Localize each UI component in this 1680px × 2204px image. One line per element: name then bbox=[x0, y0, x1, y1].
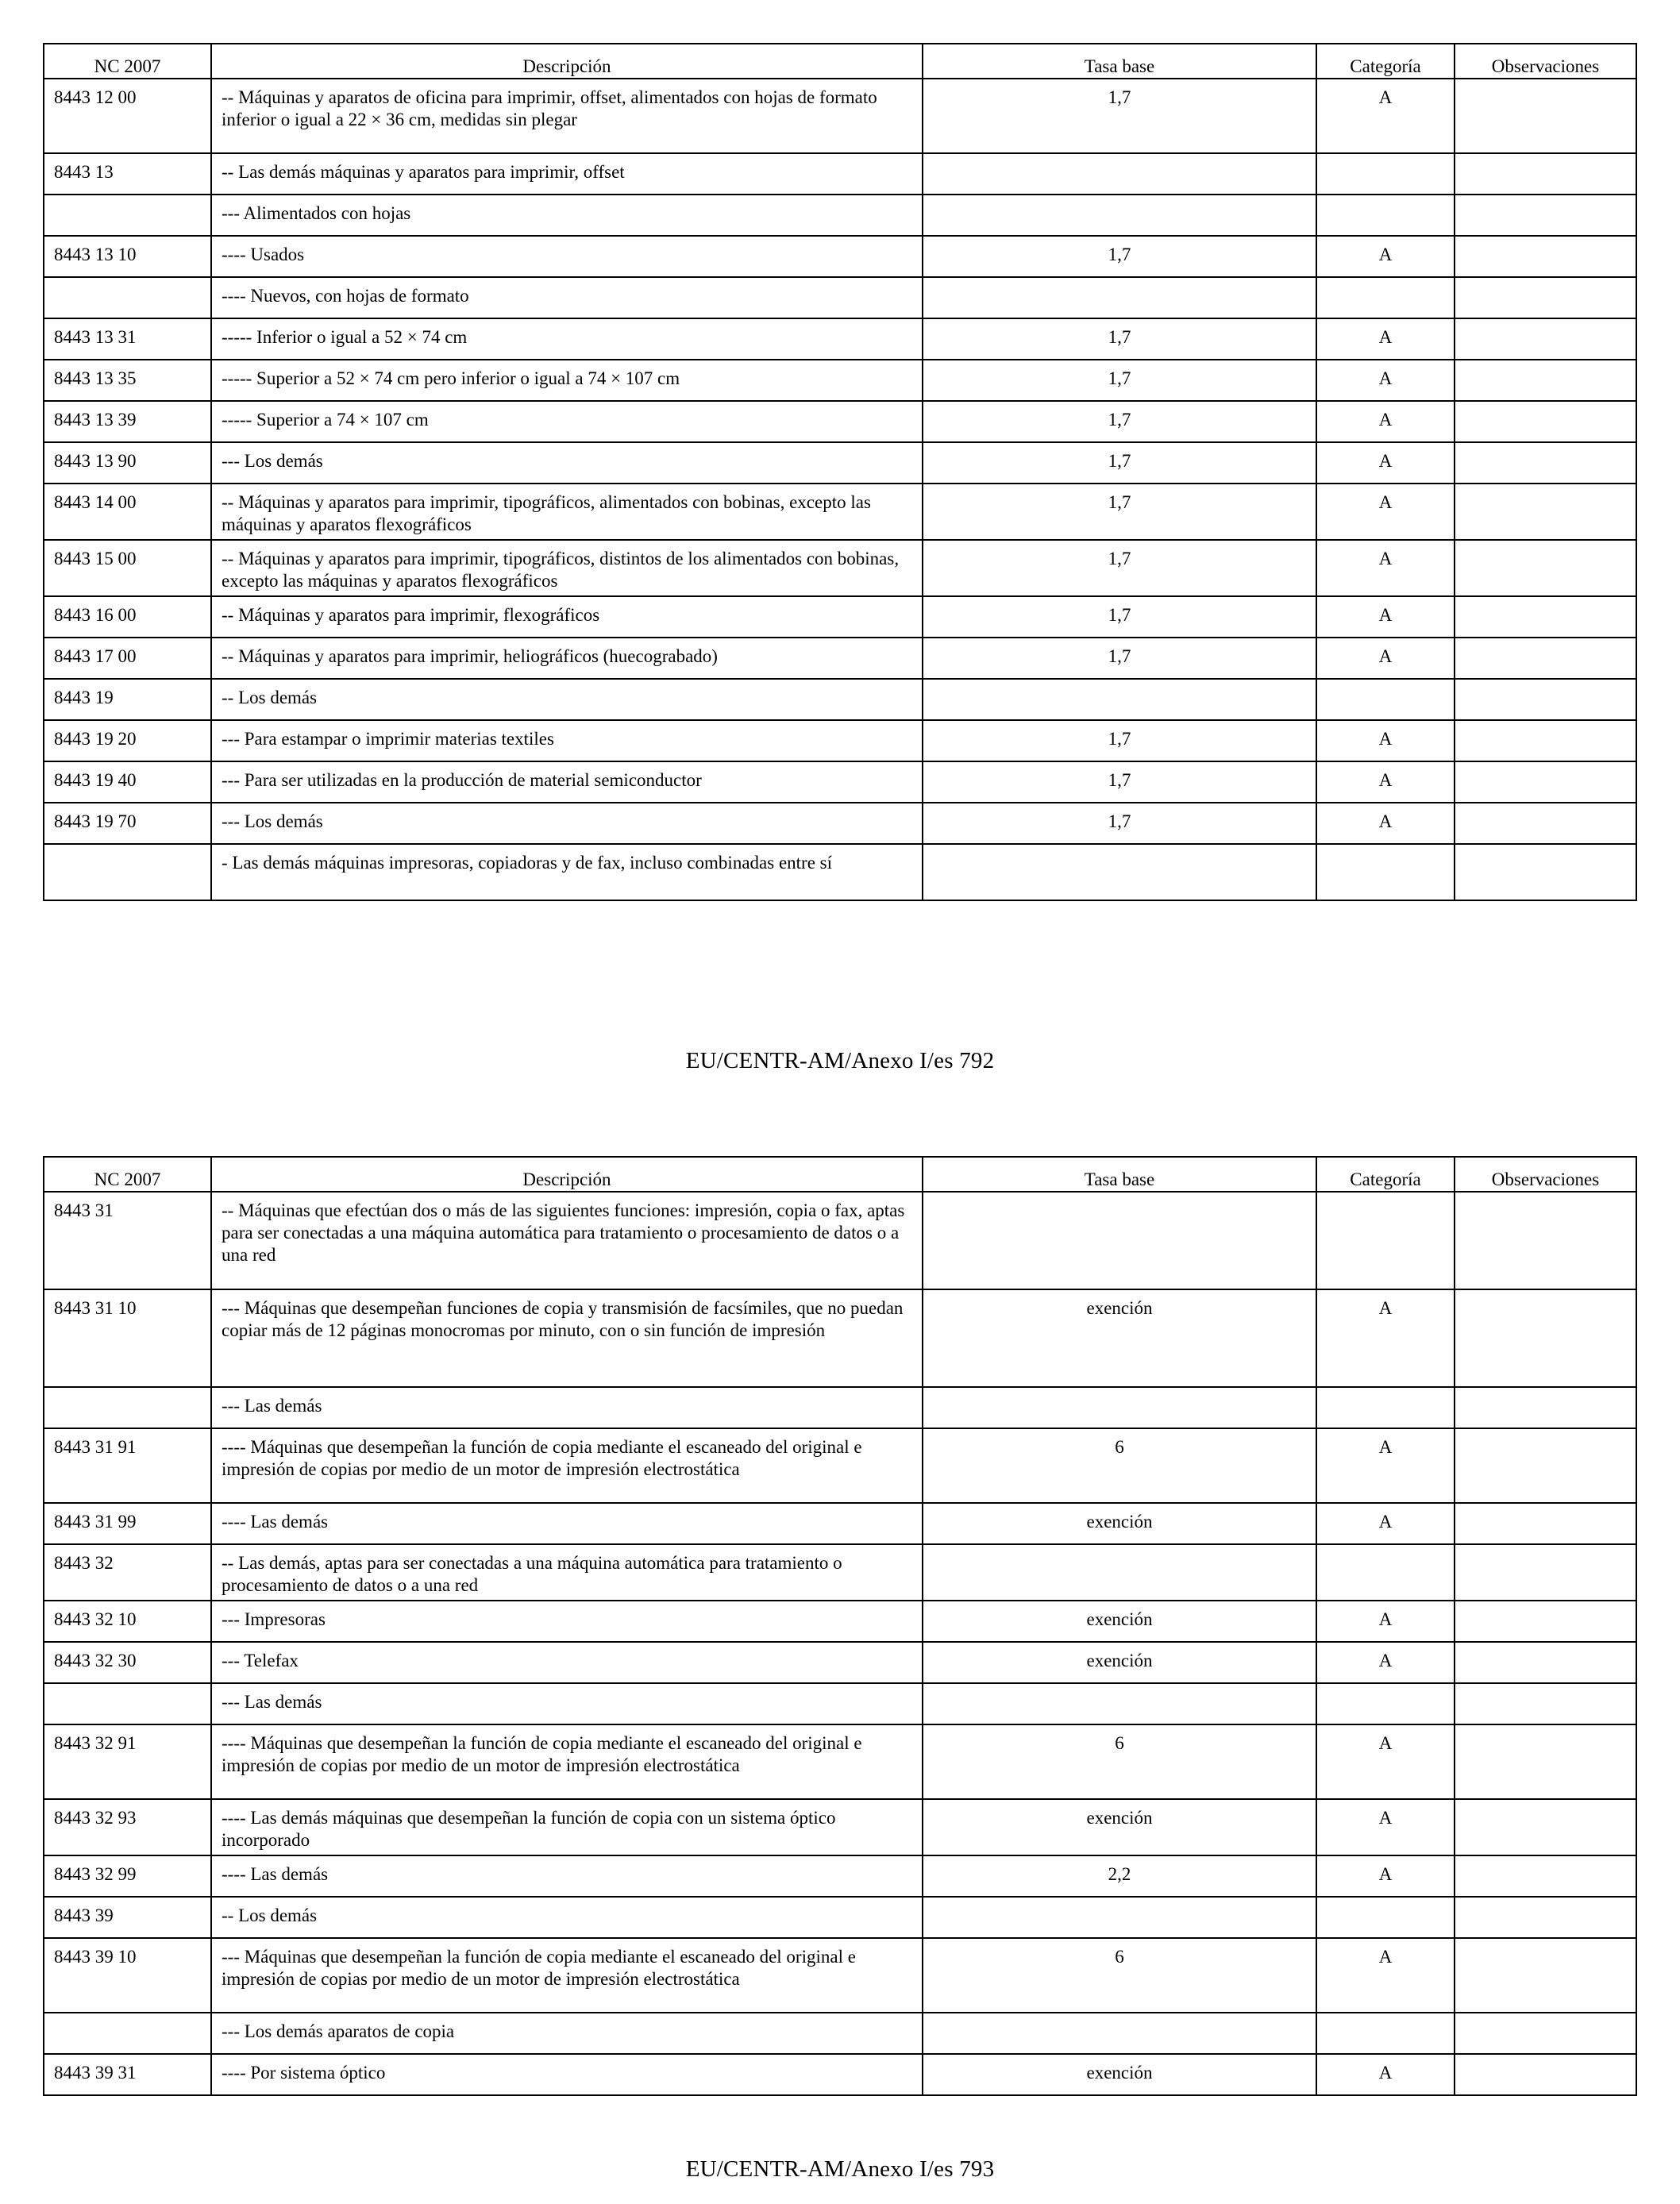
table-row bbox=[44, 638, 1636, 679]
observations-cell bbox=[1455, 540, 1636, 596]
observations-cell bbox=[1455, 318, 1636, 360]
code-cell: 8443 17 00 bbox=[44, 638, 211, 679]
rate-cell: 1,7 bbox=[923, 360, 1316, 401]
table-header-row bbox=[44, 1157, 1636, 1192]
observations-cell bbox=[1455, 236, 1636, 277]
table-row bbox=[44, 236, 1636, 277]
table-row bbox=[44, 1387, 1636, 1428]
header-description: Descripción bbox=[211, 1157, 923, 1192]
observations-cell bbox=[1455, 720, 1636, 761]
rate-cell bbox=[923, 1387, 1316, 1428]
table-row bbox=[44, 195, 1636, 236]
table-row bbox=[44, 1799, 1636, 1855]
rate-cell bbox=[923, 153, 1316, 195]
rate-cell: 1,7 bbox=[923, 484, 1316, 540]
table-row bbox=[44, 1642, 1636, 1683]
rate-cell: exención bbox=[923, 2054, 1316, 2095]
header-rate: Tasa base bbox=[923, 1157, 1316, 1192]
tariff-table-792 bbox=[43, 43, 1637, 901]
category-cell: A bbox=[1316, 442, 1455, 484]
description-cell: ----- Superior a 52 × 74 cm pero inferior o igual a 74 × 107 cm bbox=[211, 360, 923, 401]
category-cell: A bbox=[1316, 596, 1455, 638]
code-cell: 8443 13 31 bbox=[44, 318, 211, 360]
rate-cell: 1,7 bbox=[923, 401, 1316, 442]
code-cell bbox=[44, 277, 211, 318]
category-cell bbox=[1316, 2013, 1455, 2054]
table-row bbox=[44, 1428, 1636, 1503]
code-cell: 8443 12 00 bbox=[44, 79, 211, 153]
category-cell: A bbox=[1316, 1724, 1455, 1799]
category-cell: A bbox=[1316, 1503, 1455, 1544]
description-cell: ----- Superior a 74 × 107 cm bbox=[211, 401, 923, 442]
page-footer-793: EU/CENTR-AM/Anexo I/es 793 bbox=[685, 2156, 995, 2182]
observations-cell bbox=[1455, 1289, 1636, 1387]
rate-cell: 1,7 bbox=[923, 442, 1316, 484]
code-cell bbox=[44, 195, 211, 236]
category-cell: A bbox=[1316, 1799, 1455, 1855]
observations-cell bbox=[1455, 1192, 1636, 1289]
rate-cell: 1,7 bbox=[923, 803, 1316, 844]
observations-cell bbox=[1455, 401, 1636, 442]
rate-cell: 6 bbox=[923, 1428, 1316, 1503]
category-cell: A bbox=[1316, 79, 1455, 153]
header-category: Categoría bbox=[1316, 1157, 1455, 1192]
code-cell: 8443 32 93 bbox=[44, 1799, 211, 1855]
table-row bbox=[44, 540, 1636, 596]
table-row bbox=[44, 679, 1636, 720]
rate-cell bbox=[923, 679, 1316, 720]
code-cell: 8443 31 99 bbox=[44, 1503, 211, 1544]
table-row bbox=[44, 1938, 1636, 2013]
table-header-row bbox=[44, 44, 1636, 79]
description-cell: --- Los demás aparatos de copia bbox=[211, 2013, 923, 2054]
table-row bbox=[44, 761, 1636, 803]
category-cell bbox=[1316, 1897, 1455, 1938]
observations-cell bbox=[1455, 1799, 1636, 1855]
observations-cell bbox=[1455, 2054, 1636, 2095]
category-cell: A bbox=[1316, 803, 1455, 844]
description-cell: --- Las demás bbox=[211, 1683, 923, 1724]
table-row bbox=[44, 1897, 1636, 1938]
observations-cell bbox=[1455, 79, 1636, 153]
code-cell: 8443 13 90 bbox=[44, 442, 211, 484]
table-row bbox=[44, 153, 1636, 195]
code-cell bbox=[44, 2013, 211, 2054]
description-cell: --- Los demás bbox=[211, 803, 923, 844]
code-cell: 8443 19 40 bbox=[44, 761, 211, 803]
header-observations: Observaciones bbox=[1455, 44, 1636, 79]
category-cell: A bbox=[1316, 1642, 1455, 1683]
description-cell: -- Máquinas y aparatos para imprimir, tipográficos, alimentados con bobinas, excepto las máquinas y aparatos flexográficos bbox=[211, 484, 923, 540]
description-cell: -- Las demás máquinas y aparatos para imprimir, offset bbox=[211, 153, 923, 195]
code-cell: 8443 39 31 bbox=[44, 2054, 211, 2095]
description-cell: ---- Las demás bbox=[211, 1503, 923, 1544]
rate-cell: 1,7 bbox=[923, 720, 1316, 761]
category-cell bbox=[1316, 277, 1455, 318]
code-cell: 8443 19 bbox=[44, 679, 211, 720]
rate-cell: 1,7 bbox=[923, 540, 1316, 596]
table-row bbox=[44, 1683, 1636, 1724]
table-row bbox=[44, 2013, 1636, 2054]
header-code: NC 2007 bbox=[44, 1157, 211, 1192]
observations-cell bbox=[1455, 442, 1636, 484]
category-cell bbox=[1316, 1192, 1455, 1289]
category-cell: A bbox=[1316, 1938, 1455, 2013]
code-cell: 8443 32 30 bbox=[44, 1642, 211, 1683]
category-cell: A bbox=[1316, 638, 1455, 679]
category-cell bbox=[1316, 1387, 1455, 1428]
rate-cell bbox=[923, 1544, 1316, 1601]
description-cell: --- Máquinas que desempeñan la función de copia mediante el escaneado del original e impresión de copias por medio de un motor de impresión electrostática bbox=[211, 1938, 923, 2013]
description-cell: ---- Las demás máquinas que desempeñan la función de copia con un sistema óptico incorporado bbox=[211, 1799, 923, 1855]
observations-cell bbox=[1455, 195, 1636, 236]
rate-cell: 1,7 bbox=[923, 79, 1316, 153]
table-row bbox=[44, 318, 1636, 360]
code-cell: 8443 32 bbox=[44, 1544, 211, 1601]
category-cell: A bbox=[1316, 236, 1455, 277]
category-cell bbox=[1316, 679, 1455, 720]
table-row bbox=[44, 1192, 1636, 1289]
code-cell: 8443 13 10 bbox=[44, 236, 211, 277]
description-cell: -- Máquinas y aparatos para imprimir, flexográficos bbox=[211, 596, 923, 638]
header-code: NC 2007 bbox=[44, 44, 211, 79]
table-row bbox=[44, 360, 1636, 401]
rate-cell: 1,7 bbox=[923, 761, 1316, 803]
observations-cell bbox=[1455, 803, 1636, 844]
description-cell: --- Los demás bbox=[211, 442, 923, 484]
observations-cell bbox=[1455, 153, 1636, 195]
table-row bbox=[44, 1289, 1636, 1387]
rate-cell: 1,7 bbox=[923, 236, 1316, 277]
code-cell bbox=[44, 844, 211, 900]
description-cell: -- Máquinas y aparatos para imprimir, heliográficos (huecograbado) bbox=[211, 638, 923, 679]
observations-cell bbox=[1455, 1601, 1636, 1642]
rate-cell: exención bbox=[923, 1289, 1316, 1387]
category-cell: A bbox=[1316, 1601, 1455, 1642]
rate-cell bbox=[923, 1897, 1316, 1938]
table-row bbox=[44, 2054, 1636, 2095]
code-cell: 8443 32 10 bbox=[44, 1601, 211, 1642]
table-row bbox=[44, 442, 1636, 484]
rate-cell: 6 bbox=[923, 1938, 1316, 2013]
code-cell: 8443 14 00 bbox=[44, 484, 211, 540]
description-cell: ---- Por sistema óptico bbox=[211, 2054, 923, 2095]
code-cell: 8443 13 35 bbox=[44, 360, 211, 401]
rate-cell bbox=[923, 844, 1316, 900]
rate-cell: 6 bbox=[923, 1724, 1316, 1799]
category-cell: A bbox=[1316, 1855, 1455, 1897]
header-description: Descripción bbox=[211, 44, 923, 79]
code-cell: 8443 39 10 bbox=[44, 1938, 211, 2013]
category-cell: A bbox=[1316, 2054, 1455, 2095]
table-row bbox=[44, 803, 1636, 844]
category-cell: A bbox=[1316, 540, 1455, 596]
rate-cell: 2,2 bbox=[923, 1855, 1316, 1897]
observations-cell bbox=[1455, 1428, 1636, 1503]
observations-cell bbox=[1455, 844, 1636, 900]
category-cell: A bbox=[1316, 318, 1455, 360]
description-cell: -- Máquinas que efectúan dos o más de las siguientes funciones: impresión, copia o fax, aptas para ser conectadas a una máquina automática para tratamiento o procesamiento de datos o a una red bbox=[211, 1192, 923, 1289]
description-cell: ----- Inferior o igual a 52 × 74 cm bbox=[211, 318, 923, 360]
observations-cell bbox=[1455, 2013, 1636, 2054]
description-cell: -- Los demás bbox=[211, 679, 923, 720]
description-cell: ---- Usados bbox=[211, 236, 923, 277]
description-cell: --- Alimentados con hojas bbox=[211, 195, 923, 236]
category-cell bbox=[1316, 195, 1455, 236]
code-cell: 8443 15 00 bbox=[44, 540, 211, 596]
header-observations: Observaciones bbox=[1455, 1157, 1636, 1192]
code-cell: 8443 31 10 bbox=[44, 1289, 211, 1387]
rate-cell bbox=[923, 1683, 1316, 1724]
rate-cell bbox=[923, 277, 1316, 318]
category-cell: A bbox=[1316, 360, 1455, 401]
description-cell: --- Máquinas que desempeñan funciones de copia y transmisión de facsímiles, que no puedan copiar más de 12 páginas monocromas por minuto, con o sin función de impresión bbox=[211, 1289, 923, 1387]
rate-cell bbox=[923, 195, 1316, 236]
description-cell: --- Para estampar o imprimir materias textiles bbox=[211, 720, 923, 761]
description-cell: --- Telefax bbox=[211, 1642, 923, 1683]
table-row bbox=[44, 1601, 1636, 1642]
description-cell: - Las demás máquinas impresoras, copiadoras y de fax, incluso combinadas entre sí bbox=[211, 844, 923, 900]
description-cell: --- Para ser utilizadas en la producción de material semiconductor bbox=[211, 761, 923, 803]
code-cell: 8443 19 70 bbox=[44, 803, 211, 844]
code-cell: 8443 16 00 bbox=[44, 596, 211, 638]
description-cell: ---- Nuevos, con hojas de formato bbox=[211, 277, 923, 318]
rate-cell: exención bbox=[923, 1601, 1316, 1642]
observations-cell bbox=[1455, 1683, 1636, 1724]
observations-cell bbox=[1455, 1938, 1636, 2013]
code-cell: 8443 32 91 bbox=[44, 1724, 211, 1799]
observations-cell bbox=[1455, 1724, 1636, 1799]
code-cell: 8443 19 20 bbox=[44, 720, 211, 761]
observations-cell bbox=[1455, 1897, 1636, 1938]
observations-cell bbox=[1455, 679, 1636, 720]
table-row bbox=[44, 1503, 1636, 1544]
code-cell bbox=[44, 1683, 211, 1724]
code-cell: 8443 13 39 bbox=[44, 401, 211, 442]
table-row bbox=[44, 596, 1636, 638]
description-cell: -- Máquinas y aparatos para imprimir, tipográficos, distintos de los alimentados con bobinas, excepto las máquinas y aparatos flexográficos bbox=[211, 540, 923, 596]
observations-cell bbox=[1455, 1855, 1636, 1897]
observations-cell bbox=[1455, 484, 1636, 540]
table-body bbox=[44, 1192, 1636, 2095]
observations-cell bbox=[1455, 596, 1636, 638]
observations-cell bbox=[1455, 761, 1636, 803]
description-cell: --- Impresoras bbox=[211, 1601, 923, 1642]
description-cell: ---- Máquinas que desempeñan la función de copia mediante el escaneado del original e impresión de copias por medio de un motor de impresión electrostática bbox=[211, 1428, 923, 1503]
category-cell: A bbox=[1316, 484, 1455, 540]
table-row bbox=[44, 484, 1636, 540]
table-body bbox=[44, 79, 1636, 900]
description-cell: ---- Las demás bbox=[211, 1855, 923, 1897]
observations-cell bbox=[1455, 1642, 1636, 1683]
table-row bbox=[44, 79, 1636, 153]
rate-cell: 1,7 bbox=[923, 638, 1316, 679]
description-cell: -- Las demás, aptas para ser conectadas a una máquina automática para tratamiento o procesamiento de datos o a una red bbox=[211, 1544, 923, 1601]
category-cell bbox=[1316, 153, 1455, 195]
category-cell: A bbox=[1316, 720, 1455, 761]
rate-cell: exención bbox=[923, 1799, 1316, 1855]
code-cell bbox=[44, 1387, 211, 1428]
page-footer-792: EU/CENTR-AM/Anexo I/es 792 bbox=[685, 1048, 995, 1073]
header-category: Categoría bbox=[1316, 44, 1455, 79]
table-row bbox=[44, 277, 1636, 318]
description-cell: -- Los demás bbox=[211, 1897, 923, 1938]
category-cell: A bbox=[1316, 761, 1455, 803]
rate-cell bbox=[923, 2013, 1316, 2054]
rate-cell: exención bbox=[923, 1503, 1316, 1544]
table-row bbox=[44, 844, 1636, 900]
category-cell bbox=[1316, 1683, 1455, 1724]
table-row bbox=[44, 1855, 1636, 1897]
code-cell: 8443 13 bbox=[44, 153, 211, 195]
category-cell bbox=[1316, 1544, 1455, 1601]
observations-cell bbox=[1455, 638, 1636, 679]
description-cell: -- Máquinas y aparatos de oficina para imprimir, offset, alimentados con hojas de formato inferior o igual a 22 × 36 cm, medidas sin plegar bbox=[211, 79, 923, 153]
code-cell: 8443 31 bbox=[44, 1192, 211, 1289]
rate-cell: exención bbox=[923, 1642, 1316, 1683]
category-cell: A bbox=[1316, 401, 1455, 442]
header-rate: Tasa base bbox=[923, 44, 1316, 79]
table-row bbox=[44, 401, 1636, 442]
description-cell: --- Las demás bbox=[211, 1387, 923, 1428]
observations-cell bbox=[1455, 1503, 1636, 1544]
rate-cell bbox=[923, 1192, 1316, 1289]
observations-cell bbox=[1455, 1544, 1636, 1601]
rate-cell: 1,7 bbox=[923, 318, 1316, 360]
observations-cell bbox=[1455, 1387, 1636, 1428]
tariff-table-793 bbox=[43, 1156, 1637, 2096]
observations-cell bbox=[1455, 360, 1636, 401]
table-row bbox=[44, 1724, 1636, 1799]
category-cell bbox=[1316, 844, 1455, 900]
observations-cell bbox=[1455, 277, 1636, 318]
category-cell: A bbox=[1316, 1289, 1455, 1387]
description-cell: ---- Máquinas que desempeñan la función de copia mediante el escaneado del original e impresión de copias por medio de un motor de impresión electrostática bbox=[211, 1724, 923, 1799]
code-cell: 8443 31 91 bbox=[44, 1428, 211, 1503]
rate-cell: 1,7 bbox=[923, 596, 1316, 638]
code-cell: 8443 39 bbox=[44, 1897, 211, 1938]
category-cell: A bbox=[1316, 1428, 1455, 1503]
table-row bbox=[44, 720, 1636, 761]
code-cell: 8443 32 99 bbox=[44, 1855, 211, 1897]
table-row bbox=[44, 1544, 1636, 1601]
